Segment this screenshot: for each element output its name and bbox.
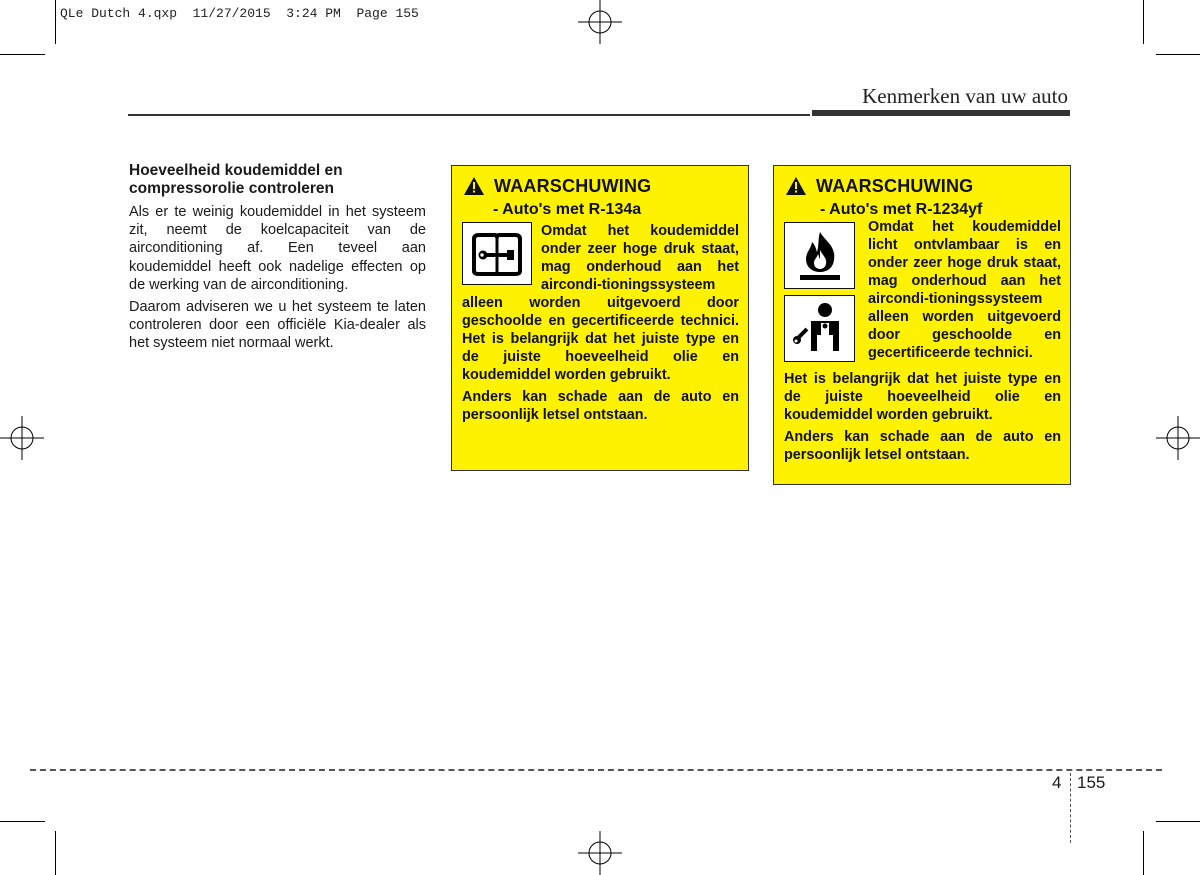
chapter-number: 4: [1052, 773, 1062, 792]
warning-body: [462, 222, 739, 428]
warning-triangle-icon: [464, 177, 484, 195]
warning-subtitle: - Auto's met R-134a: [493, 201, 642, 218]
registration-mark-bottom: [578, 831, 622, 875]
page-number: 155: [1077, 773, 1106, 792]
body-paragraph: Als er te weinig koudemiddel in het systeem zit, neemt de koelcapaciteit van de airconditioning af. Een teveel aan koudemiddel heeft ook nadelige effecten op de werking van de airconditioning.: [129, 204, 426, 293]
warning-text-consequence: Anders kan schade aan de auto en persoonlijk letsel ontstaan.: [462, 389, 739, 423]
flammable-icon: [784, 222, 855, 289]
warning-header: [786, 177, 973, 195]
section-heading: Hoeveelheid koudemiddel en compressorolie controleren: [129, 162, 343, 197]
registration-mark-left: [0, 416, 44, 460]
section-header-title: Kenmerken van uw auto: [862, 84, 1068, 108]
crop-mark: [55, 831, 56, 875]
crop-mark: [0, 54, 45, 55]
warning-icon-stack: [784, 218, 868, 368]
header-rule-accent: [812, 110, 1070, 116]
header-rule: [128, 114, 810, 116]
warning-text: Omdat het koudemiddel onder zeer hoge druk staat, mag onderhoud aan het aircondi-tioningssysteem alleen worden uitgevoerd door geschoolde en gecertificeerde technici. Het is belangrijk dat het juiste type en de juiste hoeveelheid olie en koudemiddel worden gebruikt.: [462, 223, 739, 383]
body-paragraph: Daarom adviseren we u het systeem te laten controleren door een officiële Kia-dealer als het systeem niet normaal werkt.: [129, 299, 426, 352]
left-column: [129, 162, 426, 357]
footer-divider: [1070, 773, 1071, 843]
crop-mark: [0, 821, 45, 822]
registration-mark-top: [578, 0, 622, 44]
warning-subtitle: - Auto's met R-1234yf: [820, 201, 983, 218]
warning-title: WAARSCHUWING: [494, 176, 652, 196]
warning-text-consequence: Anders kan schade aan de auto en persoonlijk letsel ontstaan.: [784, 429, 1061, 463]
warning-title: WAARSCHUWING: [816, 176, 974, 196]
crop-mark: [55, 0, 56, 44]
crop-mark: [1143, 831, 1144, 875]
warning-header: [464, 177, 651, 195]
technician-icon: [784, 295, 855, 362]
crop-mark: [1156, 821, 1200, 822]
warning-text-oil: Het is belangrijk dat het juiste type en de juiste hoeveelheid olie en koudemiddel worden gebruikt.: [784, 371, 1061, 423]
warning-box-r134a: [451, 165, 749, 471]
crop-mark: [1143, 0, 1144, 44]
registration-mark-right: [1156, 416, 1200, 460]
warning-box-r1234yf: [773, 165, 1071, 485]
print-slug: QLe Dutch 4.qxp 11/27/2015 3:24 PM Page 155: [60, 6, 419, 21]
warning-body: [784, 218, 1061, 468]
service-manual-icon: [462, 222, 532, 285]
warning-triangle-icon: [786, 177, 806, 195]
warning-text: Omdat het koudemiddel licht ontvlambaar is en onder zeer hoge druk staat, mag onderhoud aan het aircondi-tioningssysteem alleen worden uitgevoerd door geschoolde en gecertificeerde technici.: [868, 219, 1061, 361]
crop-mark: [1156, 54, 1200, 55]
footer-rule: [30, 769, 1162, 771]
